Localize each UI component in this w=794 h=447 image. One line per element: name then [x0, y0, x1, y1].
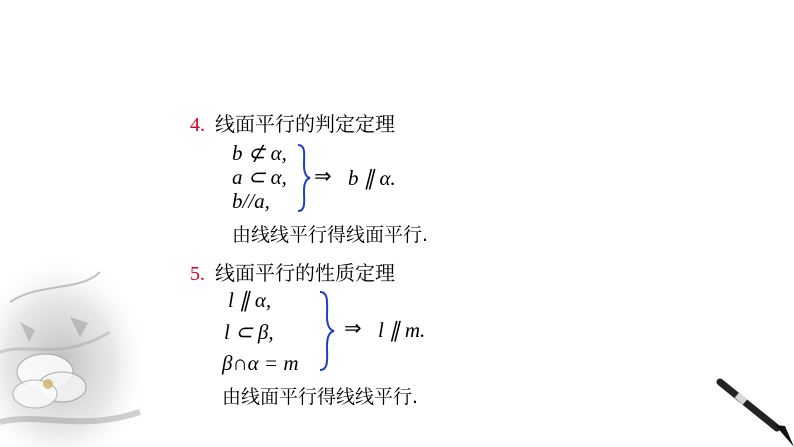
theorem5-premise-3: β∩α = m [222, 351, 299, 375]
theorem5-premise-1: l ∥ α, [228, 288, 272, 312]
theorem4-premise-1: b ⊄ α, [232, 141, 287, 165]
theorem4-brace [296, 143, 312, 213]
theorem4-number: 4. [190, 114, 205, 136]
theorem4-heading [190, 108, 395, 137]
brush-decoration-image [715, 370, 794, 447]
flower-decoration-image [0, 262, 150, 447]
theorem4-premise-2: a ⊂ α, [232, 165, 287, 189]
theorem5-implies-symbol: ⇒ [344, 316, 362, 340]
theorem5-number: 5. [190, 263, 205, 285]
theorem5-premise-2: l ⊂ β, [224, 320, 274, 344]
theorem5-summary: 由线面平行得线线平行. [222, 386, 419, 408]
theorem4-summary: 由线线平行得线面平行. [232, 224, 429, 246]
theorem5-brace [318, 290, 336, 372]
theorem4-implies-symbol: ⇒ [314, 164, 332, 188]
theorem5-title: 线面平行的性质定理 [215, 261, 395, 285]
theorem5-conclusion: l ∥ m. [378, 318, 426, 342]
theorem5-heading [190, 257, 395, 286]
theorem4-conclusion: b ∥ α. [348, 166, 396, 190]
theorem4-title: 线面平行的判定定理 [215, 112, 395, 136]
theorem4-premise-3: b//a, [232, 189, 270, 213]
